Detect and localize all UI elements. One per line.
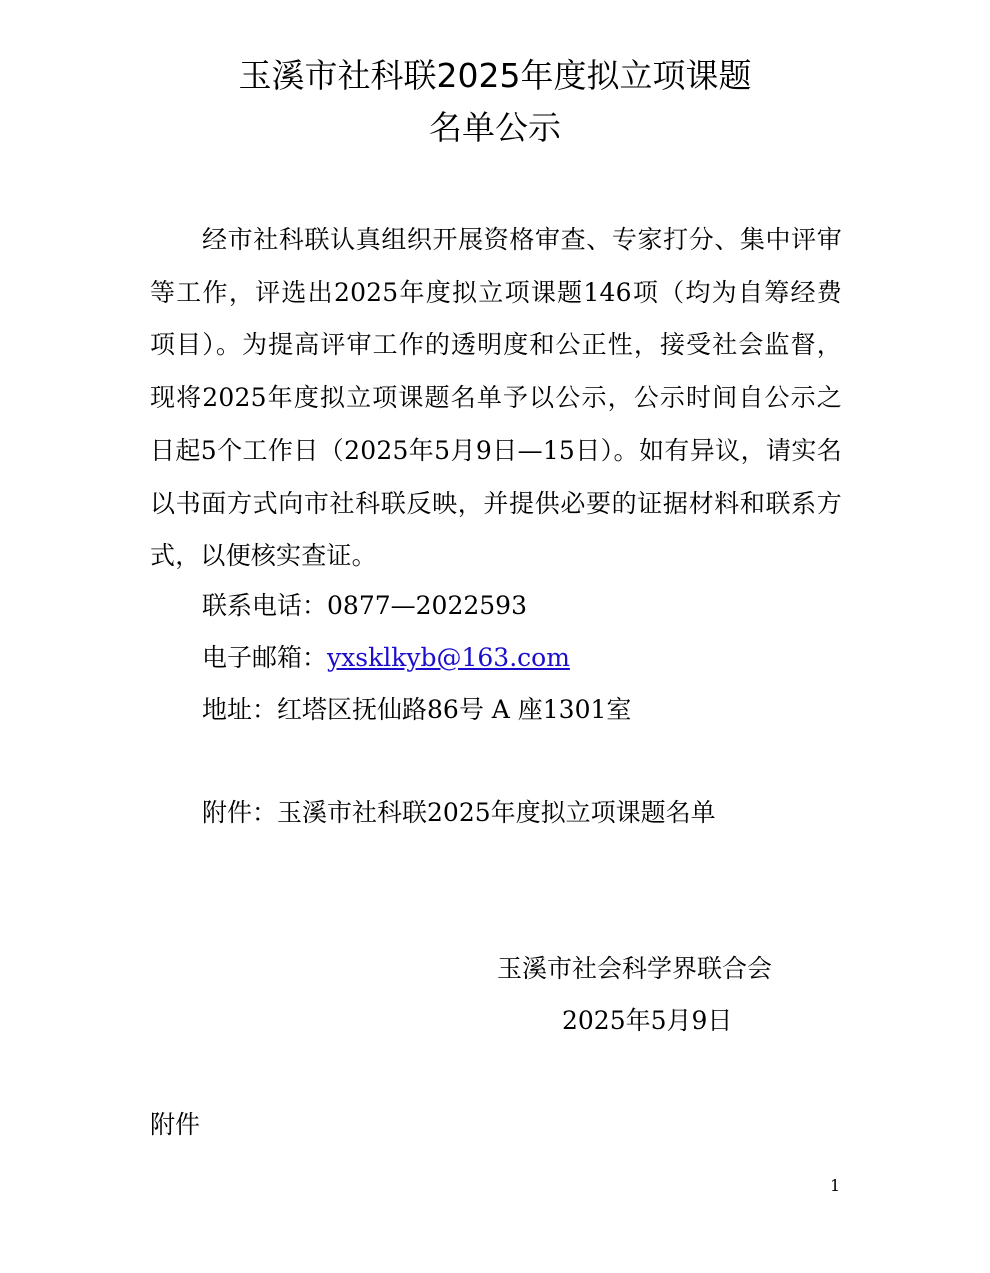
document-title-line-1: 玉溪市社科联2025年度拟立项课题 xyxy=(238,56,752,95)
contact-address xyxy=(202,694,631,726)
page-number: 1 xyxy=(830,1176,841,1195)
contact-phone xyxy=(202,590,527,622)
contact-email-label: 电子邮箱： xyxy=(202,643,328,672)
signature-organization: 玉溪市社会科学界联合会 xyxy=(497,954,773,983)
email-link[interactable]: yxsklkyb@163.com xyxy=(327,643,570,672)
contact-email xyxy=(202,642,570,674)
attachment-heading: 附件 xyxy=(150,1110,201,1139)
document-title-line-2: 名单公示 xyxy=(429,108,561,147)
signature-date: 2025年5月9日 xyxy=(562,1006,733,1035)
contact-address-value: 红塔区抚仙路86号 A 座1301室 xyxy=(277,695,632,724)
announcement-paragraph: 经市社科联认真组织开展资格审查、专家打分、集中评审等工作，评选出2025年度拟立项课题146项（均为自筹经费项目）。为提高评审工作的透明度和公正性，接受社会监督，现将2025年度拟立项课题名单予以公示，公示时间自公示之日起5个工作日（2025年5月9日—15日）。如有异议，请实名以书面方式向市社科联反映，并提供必要的证据材料和联系方式，以便核实查证。 xyxy=(150,225,842,571)
contact-phone-label: 联系电话： xyxy=(202,591,328,620)
contact-address-label: 地址： xyxy=(202,695,278,724)
attachment-note xyxy=(202,797,716,829)
contact-phone-value: 0877—2022593 xyxy=(327,591,527,620)
attachment-note-value: 玉溪市社科联2025年度拟立项课题名单 xyxy=(277,798,716,827)
attachment-note-label: 附件： xyxy=(202,798,278,827)
